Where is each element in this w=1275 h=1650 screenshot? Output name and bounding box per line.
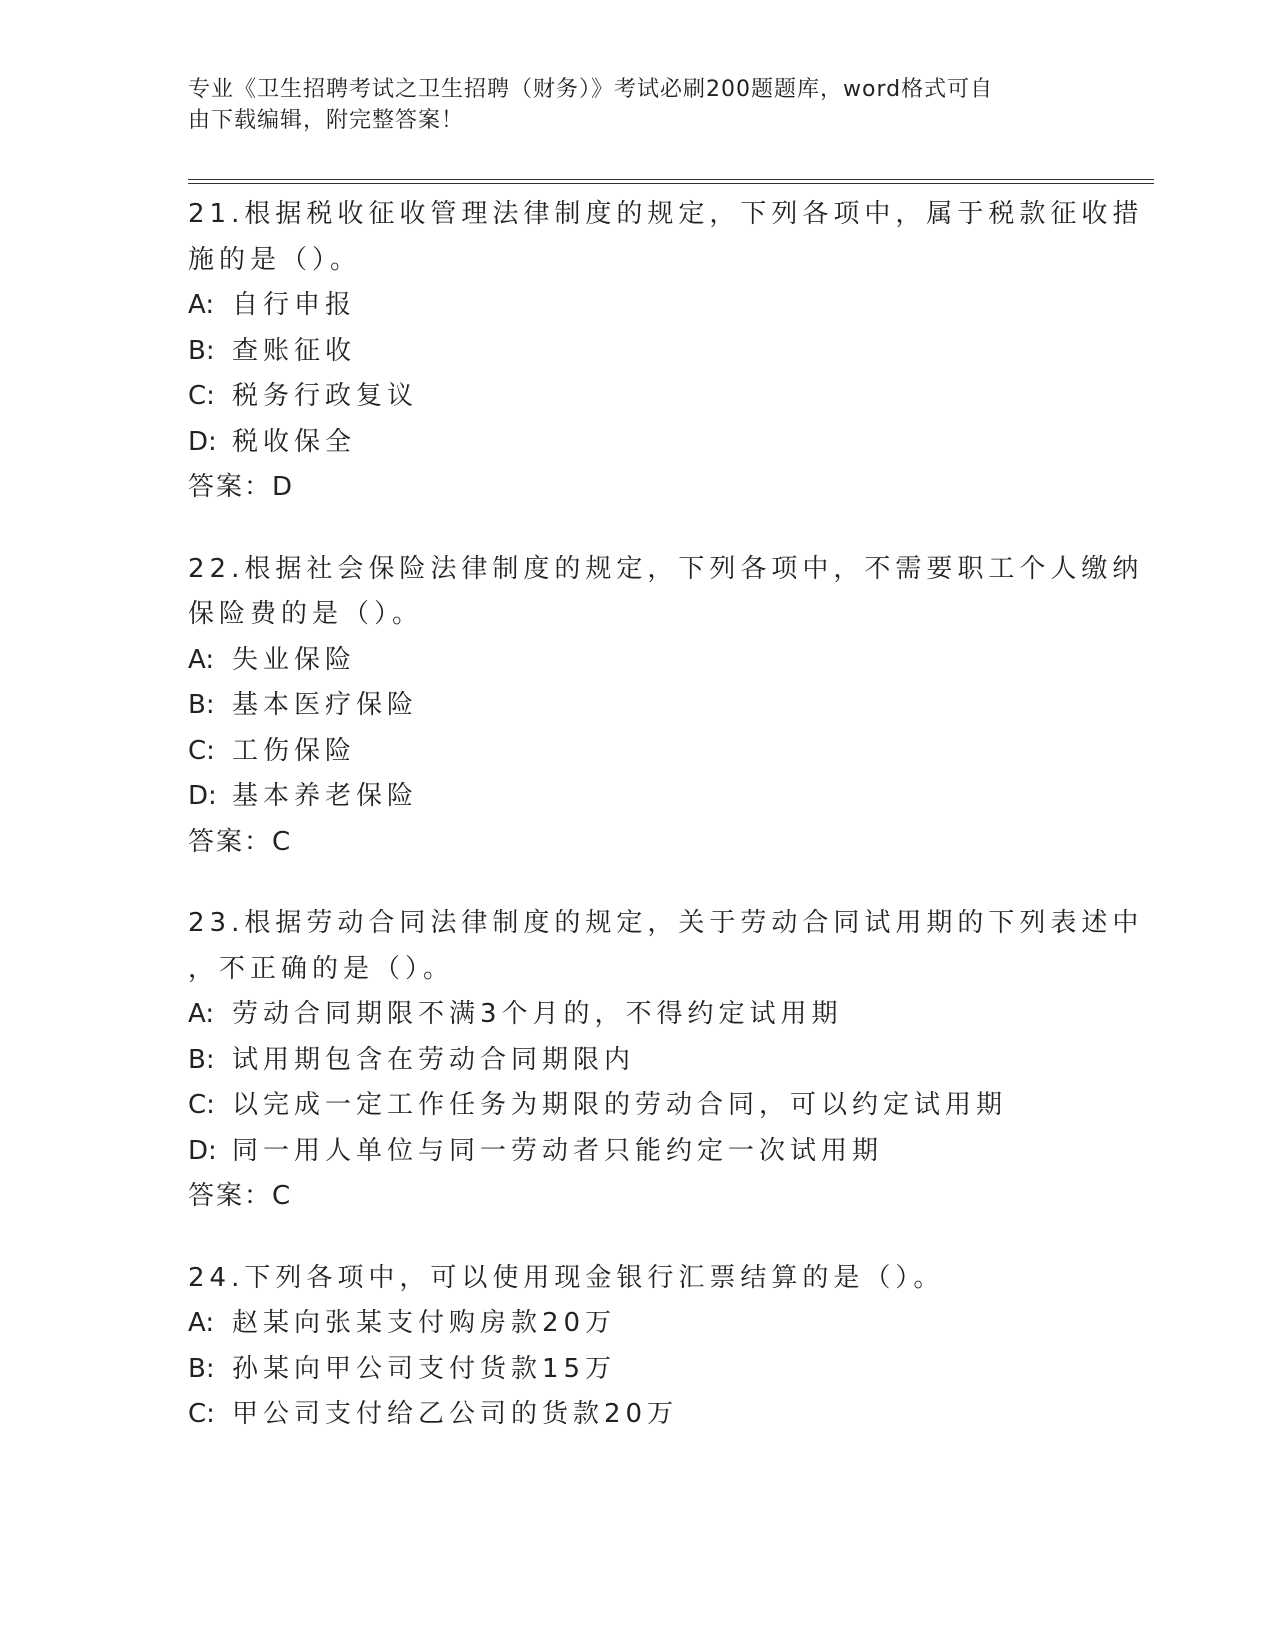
option-b	[188, 329, 1088, 375]
option-b	[188, 1038, 1088, 1084]
question-21	[188, 192, 1144, 511]
option-text: 税务行政复议	[232, 381, 419, 411]
option-key: B:	[188, 690, 215, 720]
option-a	[188, 1301, 1088, 1347]
option-key: D:	[188, 1135, 217, 1166]
option-text: 基本养老保险	[232, 781, 419, 811]
question-stem: 保险费的是（）。	[188, 599, 424, 629]
question-stem: ，不正确的是（）。	[188, 953, 455, 984]
option-key: B:	[188, 1353, 215, 1384]
question-stem: 23.根据劳动合同法律制度的规定，关于劳动合同试用期的下列表述中	[188, 908, 1144, 938]
document-header	[188, 74, 1068, 136]
question-stem: 21.根据税收征收管理法律制度的规定，下列各项中，属于税款征收措	[188, 199, 1144, 229]
question-list	[188, 192, 1144, 1474]
question-stem: 施的是（）。	[188, 244, 362, 275]
option-text: 失业保险	[232, 644, 357, 675]
answer: 答案：C	[188, 826, 293, 857]
option-c	[188, 1392, 1088, 1438]
option-text: 孙某向甲公司支付货款15万	[232, 1353, 617, 1384]
option-text: 同一用人单位与同一劳动者只能约定一次试用期	[232, 1135, 884, 1166]
option-a	[188, 638, 1088, 684]
option-text: 劳动合同期限不满3个月的，不得约定试用期	[232, 999, 843, 1029]
option-key: C:	[188, 735, 215, 766]
question-23	[188, 901, 1144, 1220]
option-text: 以完成一定工作任务为期限的劳动合同，可以约定试用期	[232, 1090, 1008, 1120]
option-text: 自行申报	[232, 290, 357, 320]
question-stem: 24.下列各项中，可以使用现金银行汇票结算的是（）。	[188, 1262, 945, 1293]
option-d	[188, 420, 1088, 466]
question-22	[188, 547, 1144, 866]
option-b	[188, 1347, 1088, 1393]
option-a	[188, 283, 1088, 329]
option-key: D:	[188, 781, 217, 811]
option-c	[188, 1083, 1088, 1129]
option-key: C:	[188, 1090, 215, 1120]
question-24	[188, 1256, 1088, 1438]
option-key: D:	[188, 426, 217, 457]
option-b	[188, 683, 1088, 729]
header-line: 专业《卫生招聘考试之卫生招聘（财务）》考试必刷200题题库，word格式可自	[188, 77, 994, 102]
option-key: A:	[188, 290, 215, 320]
answer: 答案：C	[188, 1181, 293, 1211]
option-key: C:	[188, 381, 215, 411]
option-text: 查账征收	[232, 335, 357, 366]
option-text: 税收保全	[232, 426, 357, 457]
option-d	[188, 1129, 1088, 1175]
option-key: A:	[188, 999, 215, 1029]
option-text: 赵某向张某支付购房款20万	[232, 1308, 617, 1338]
option-text: 基本医疗保险	[232, 690, 419, 720]
option-text: 试用期包含在劳动合同期限内	[232, 1044, 636, 1075]
option-text: 甲公司支付给乙公司的货款20万	[232, 1399, 679, 1429]
option-d	[188, 774, 1088, 820]
option-text: 工伤保险	[232, 735, 357, 766]
option-a	[188, 992, 1088, 1038]
header-line: 由下载编辑，附完整答案！	[188, 108, 465, 133]
option-c	[188, 374, 1088, 420]
option-key: C:	[188, 1399, 215, 1429]
option-key: A:	[188, 644, 215, 675]
option-key: B:	[188, 335, 215, 366]
option-key: B:	[188, 1044, 215, 1075]
option-c	[188, 729, 1088, 775]
answer: 答案：D	[188, 472, 295, 502]
option-key: A:	[188, 1308, 215, 1338]
header-divider-bottom	[188, 183, 1154, 184]
header-divider-top	[188, 179, 1154, 180]
question-stem: 22.根据社会保险法律制度的规定，下列各项中，不需要职工个人缴纳	[188, 553, 1144, 584]
